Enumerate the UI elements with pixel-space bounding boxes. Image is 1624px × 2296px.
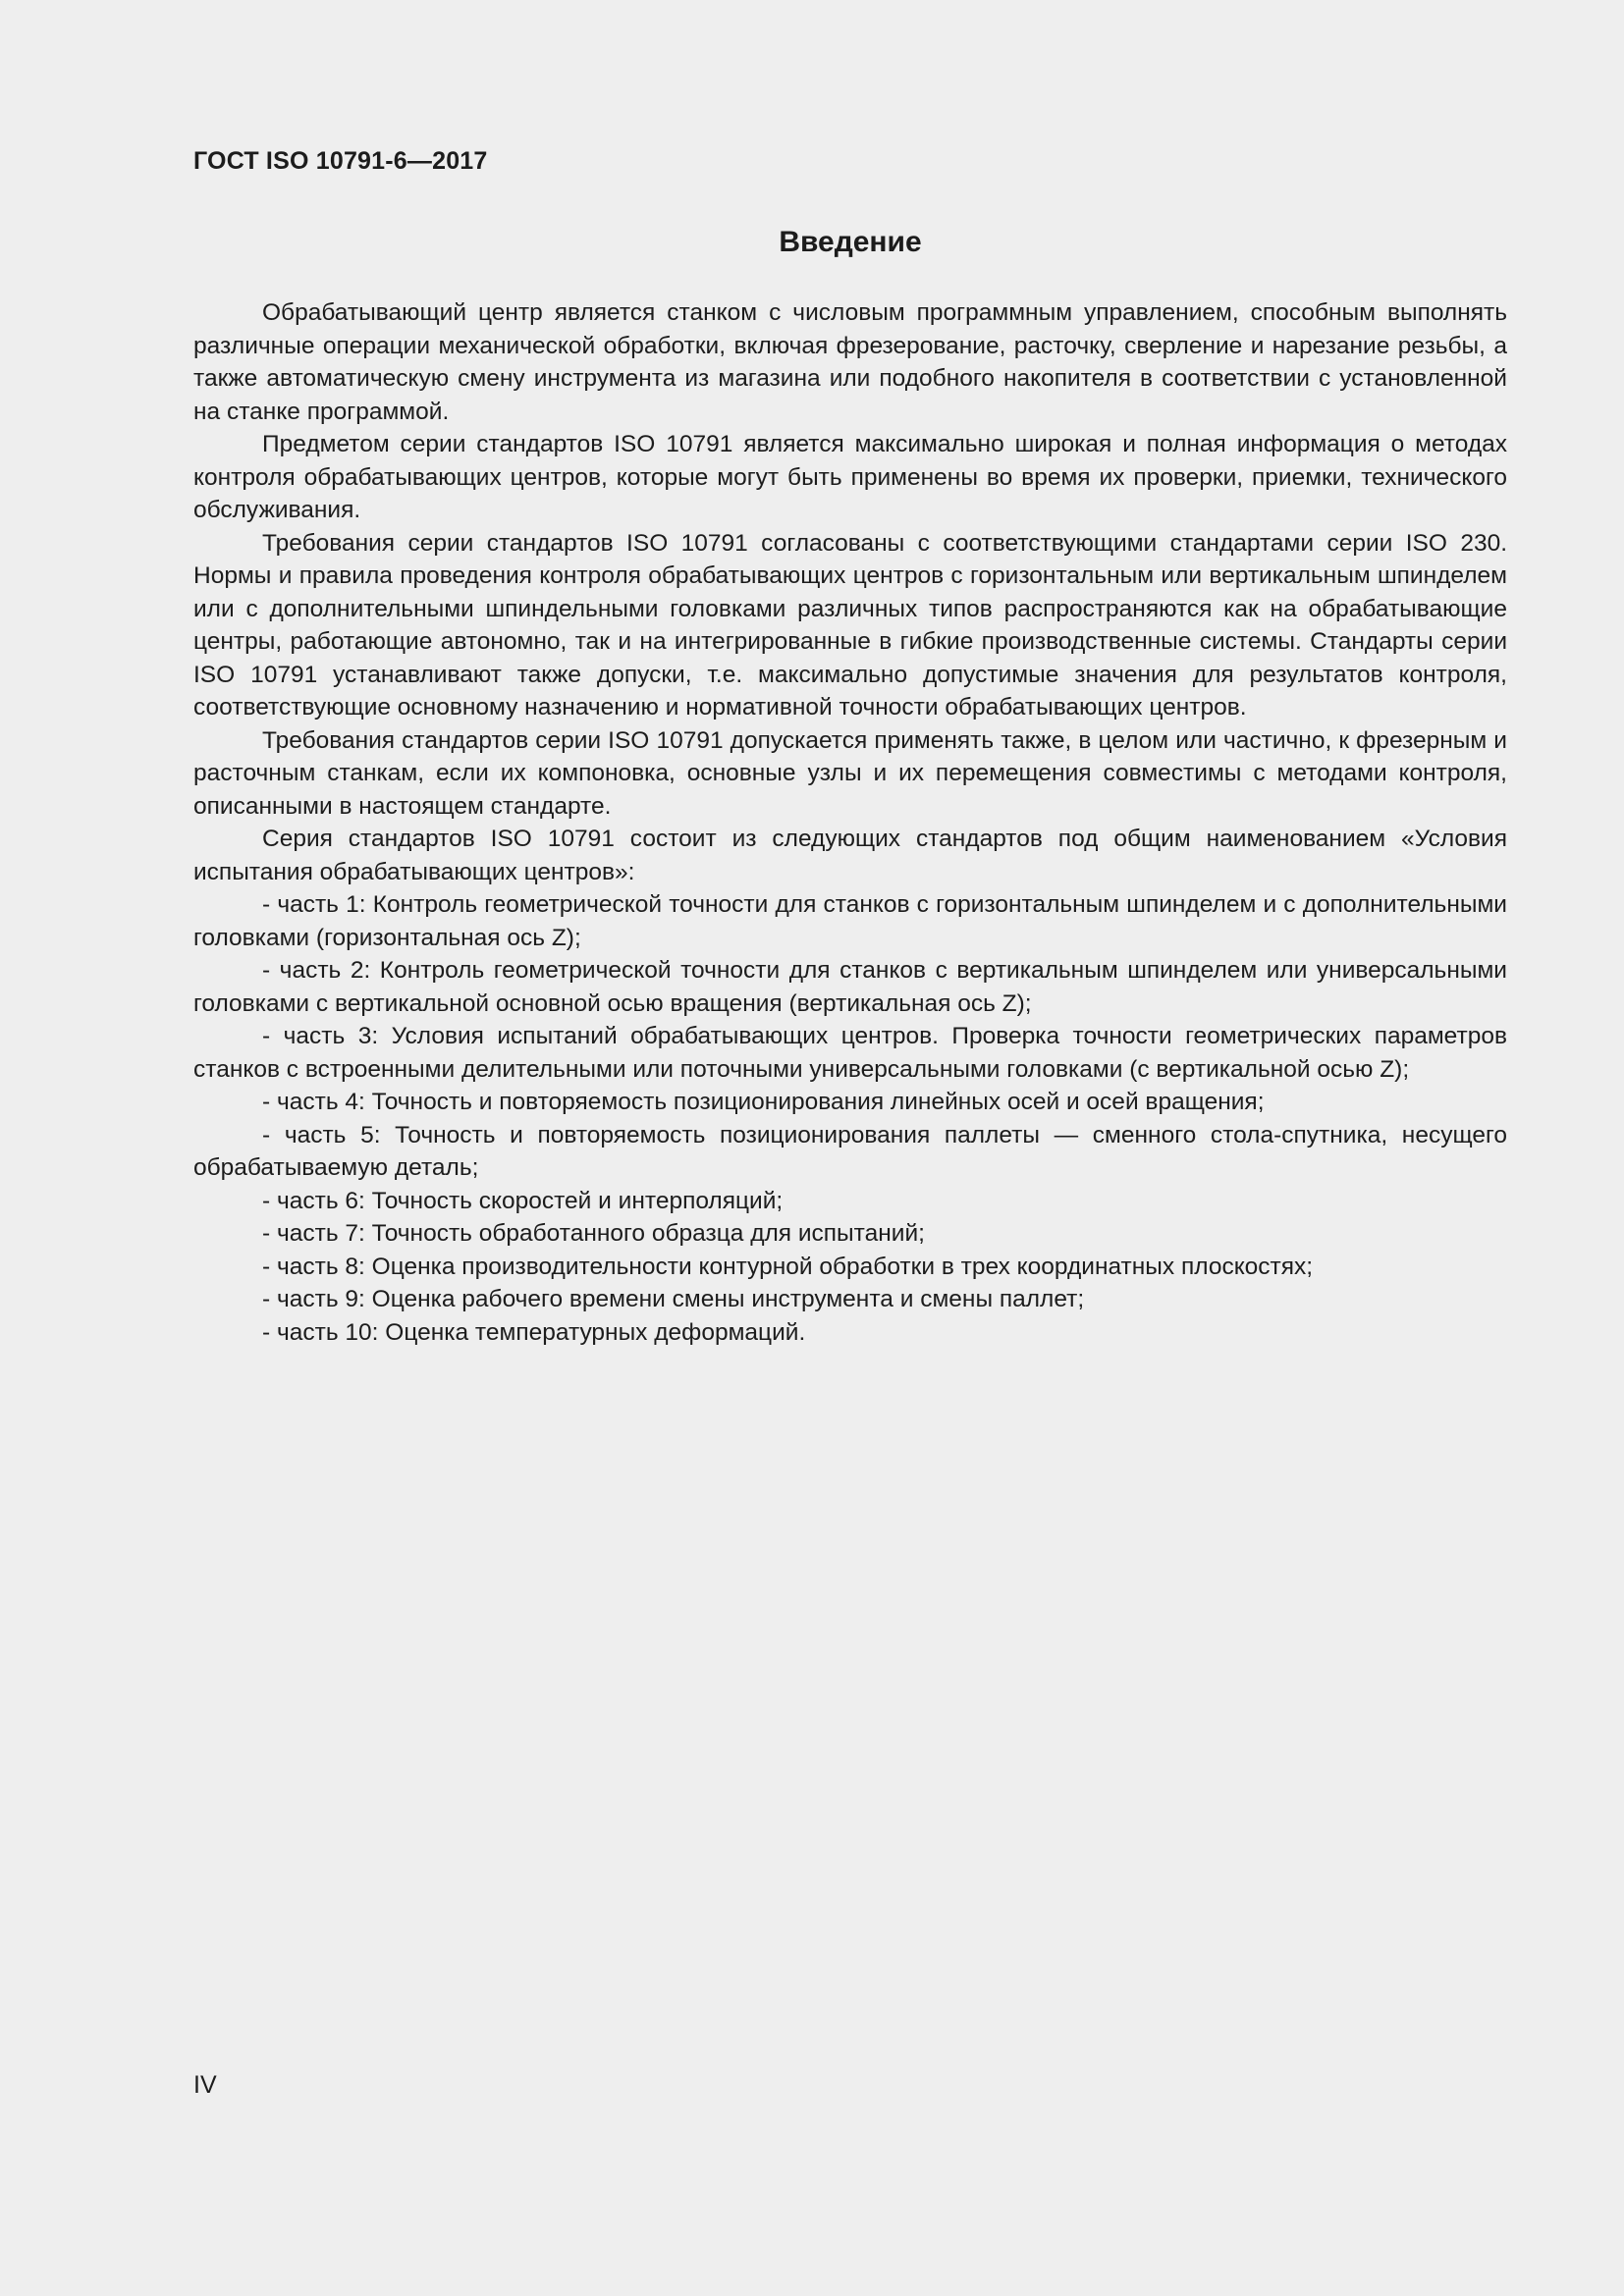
list-item: - часть 6: Точность скоростей и интерполяций; bbox=[262, 1187, 784, 1214]
page-number: IV bbox=[193, 2071, 217, 2099]
list-item: - часть 5: Точность и повторяемость позиционирования паллеты — сменного стола-спутника, несущего обрабатываемую деталь; bbox=[193, 1121, 1507, 1181]
list-item: - часть 7: Точность обработанного образца для испытаний; bbox=[262, 1220, 925, 1247]
list-item: - часть 8: Оценка производительности контурной обработки в трех координатных плоскостях; bbox=[262, 1253, 1314, 1280]
list-item: - часть 3: Условия испытаний обрабатывающих центров. Проверка точности геометрических параметров станков с встроенными делительными или поточными универсальными головками (с вертикальной осью Z); bbox=[193, 1023, 1507, 1083]
paragraph: Требования стандартов серии ISO 10791 допускается применять также, в целом или частично, к фрезерным и расточным станкам, если их компоновка, основные узлы и их перемещения совместимы с методами контроля, описанными в настоящем стандарте. bbox=[193, 726, 1507, 820]
document-header: ГОСТ ISO 10791-6—2017 bbox=[193, 147, 488, 175]
list-item: - часть 4: Точность и повторяемость позиционирования линейных осей и осей вращения; bbox=[262, 1089, 1265, 1115]
paragraph: Обрабатывающий центр является станком с числовым программным управлением, способным выполнять различные операции механической обработки, включая фрезерование, расточку, сверление и нарезание резьбы, а также автоматическую смену инструмента из магазина или подобного накопителя в соответствии с установленной на станке программой. bbox=[193, 299, 1507, 425]
section-title: Введение bbox=[779, 226, 922, 258]
paragraph: Серия стандартов ISO 10791 состоит из следующих стандартов под общим наименованием «Условия испытания обрабатывающих центров»: bbox=[193, 826, 1507, 885]
list-item: - часть 2: Контроль геометрической точности для станков с вертикальным шпинделем или универсальными головками с вертикальной основной осью вращения (вертикальная ось Z); bbox=[193, 957, 1507, 1017]
list-item: - часть 9: Оценка рабочего времени смены инструмента и смены паллет; bbox=[262, 1286, 1085, 1312]
paragraph: Требования серии стандартов ISO 10791 согласованы с соответствующими стандартами серии ISO 230. Нормы и правила проведения контроля обрабатывающих центров с горизонтальным или вертикальным шпинделем или с дополнительными шпиндельными головками различных типов распространяются как на обрабатывающие центры, работающие автономно, так и на интегрированные в гибкие производственные системы. Стандарты серии ISO 10791 устанавливают также допуски, т.е. максимально допустимые значения для результатов контроля, соответствующие основному назначению и нормативной точности обрабатывающих центров. bbox=[193, 529, 1507, 721]
list-item: - часть 1: Контроль геометрической точности для станков с горизонтальным шпинделем и с дополнительными головками (горизонтальная ось Z); bbox=[193, 891, 1507, 951]
list-item: - часть 10: Оценка температурных деформаций. bbox=[262, 1318, 806, 1346]
paragraph: Предметом серии стандартов ISO 10791 является максимально широкая и полная информация о методах контроля обрабатывающих центров, которые могут быть применены во время их проверки, приемки, технического обслуживания. bbox=[193, 431, 1507, 523]
body-text bbox=[193, 296, 1507, 1349]
